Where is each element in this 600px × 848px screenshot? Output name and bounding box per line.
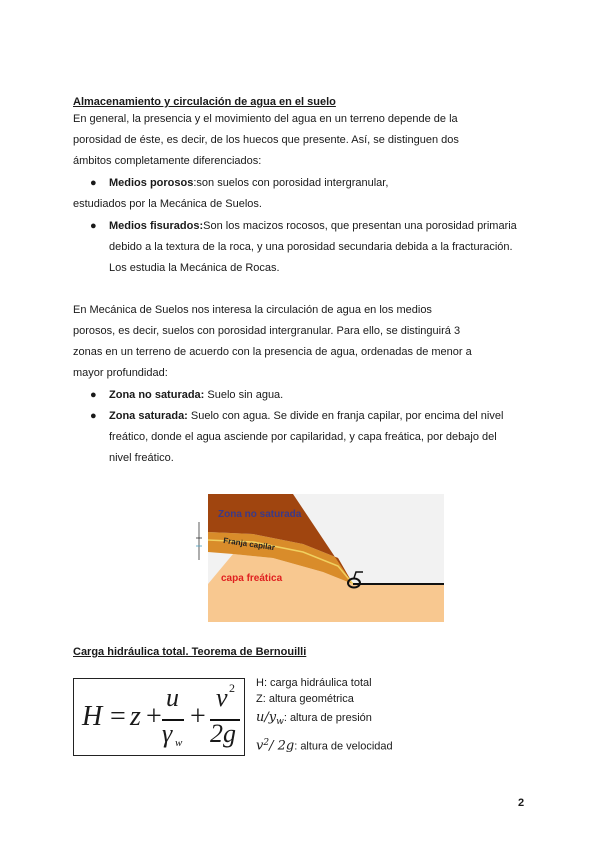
bullet-dot: ● [90,177,97,189]
formula-u: u [166,683,179,712]
porous-media-continuation: estudiados por la Mecánica de Suelos. [73,198,262,210]
intro-line-3: ámbitos completamente diferenciados: [73,155,262,167]
section-heading-bernoulli: Carga hidráulica total. Teorema de Bernouilli [73,646,307,658]
fissured-media-continuation-1: debido a la textura de la roca, y una porosidad secundaria debida a la fracturación. [109,241,513,253]
legend-Z: Z: altura geométrica [256,693,354,705]
legend-pressure-head [256,710,372,727]
bullet-dot: ● [90,410,97,422]
para2-line-2: porosos, es decir, suelos con porosidad intergranular. Para ello, se distinguirá 3 [73,325,461,337]
legend-over-2g: / 2g [269,738,295,754]
saturated-zone-continuation-2: nivel freático. [109,452,174,464]
term-fissured-media: Medios fisurados: [109,220,204,232]
legend-velocity-head [256,738,393,754]
formula-H: H [82,701,103,732]
intro-line-1: En general, la presencia y el movimiento del agua en un terreno depende de la [73,113,458,125]
para2-line-3: zonas en un terreno de acuerdo con la presencia de agua, ordenadas de menor a [73,346,472,358]
label-capillary-fringe: Franja capilar [222,536,276,553]
legend-superscript-2: 2 [263,738,270,748]
legend-pressure-text: : altura de presión [283,712,372,724]
legend-v: v [256,738,264,754]
bernoulli-formula-box [73,678,245,756]
label-phreatic-layer: capa freática [221,573,283,584]
section-heading-soil-water: Almacenamiento y circulación de agua en el suelo [73,96,336,108]
para2-line-4: mayor profundidad: [73,367,168,379]
term-unsaturated-zone: Zona no saturada: [109,389,205,401]
porous-media-text: :son suelos con porosidad intergranular, [193,177,389,189]
bullet-dot: ● [90,220,97,232]
bullet-fissured-media [109,216,517,237]
term-saturated-zone: Zona saturada: [109,410,188,422]
bullet-porous-media [109,173,388,194]
saturated-zone-text: Suelo con agua. Se divide en franja capilar, por encima del nivel [187,410,504,422]
term-porous-media: Medios porosos [109,177,194,189]
legend-velocity-text: : altura de velocidad [294,740,393,753]
formula-plus-1: + [146,701,162,732]
bullet-saturated-zone [109,406,503,427]
para2-line-1: En Mecánica de Suelos nos interesa la circulación de agua en los medios [73,304,432,316]
label-unsaturated-zone: Zona no saturada [218,509,302,520]
formula-z: z [130,701,141,732]
formula-2g: 2g [210,719,236,748]
legend-subscript-w: w [276,717,284,728]
formula-gamma-subscript: w [175,737,183,749]
fissured-media-text: Son los macizos rocosos, que presentan una porosidad primaria [203,220,517,232]
legend-u-over-y: u/y [256,710,277,725]
formula-plus-2: + [190,701,206,732]
saturated-zone-continuation-1: freático, donde el agua asciende por capilaridad, y capa freática, por debajo del [109,431,497,443]
intro-line-2: porosidad de éste, es decir, de los huecos que presente. Así, se distinguen dos [73,134,459,146]
bullet-unsaturated-zone [109,385,283,406]
formula-gamma: γ [162,719,173,748]
page-number: 2 [518,797,525,809]
legend-H: H: carga hidráulica total [256,677,372,689]
formula-v-superscript: 2 [229,681,235,695]
fissured-media-continuation-2: Los estudia la Mecánica de Rocas. [109,262,280,274]
bullet-dot: ● [90,389,97,401]
formula-equals: = [110,701,126,732]
formula-v: v [216,683,228,712]
unsaturated-zone-text: Suelo sin agua. [204,389,284,401]
